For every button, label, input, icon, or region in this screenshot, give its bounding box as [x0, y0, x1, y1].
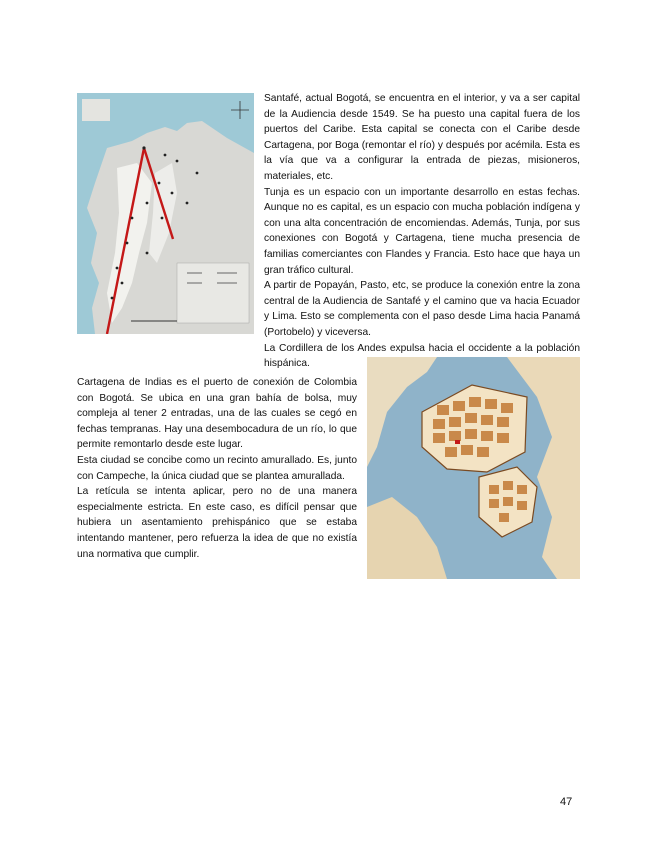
- paragraph-cartagena: Cartagena de Indias es el puerto de conexión de Colombia con Bogotá. Se ubica en una gran bahía de bolsa, muy compleja al tener 2 entradas, una de las cuales se cegó en fechas tempranas. Hay una desembocadura de un río, lo que permite remontarlo desde este lugar.: [77, 377, 357, 451]
- paragraph-reticula: La retícula se intenta aplicar, pero no de una manera especialmente estricta. En este caso, es difícil pensar que hubiera un asentamiento prehispánico que se estaba intentando mantener, pero refuerza la idea de que no existía una normativa que cumplir.: [77, 486, 357, 560]
- paragraph-popayan: A partir de Popayán, Pasto, etc, se produce la conexión entre la zona central de la Audiencia de Santafé y el camino que va hacia Ecuador y Lima. Esto se complementa con el paso desde Lima hacia Panamá (Portobelo) y viceversa.: [264, 280, 580, 338]
- colombia-map-image: [77, 93, 254, 334]
- paragraph-tunja: Tunja es un espacio con un importante desarrollo en estas fechas. Aunque no es capital, es un espacio con mucha población indígena y con una alta concentración de encomiendas. Además, Tunja, por sus conexiones con Bogotá y Cartagena, tiene mucha presencia de familias comerciantes con Flandes y Francia. Esto hace que haya un gran tráfico cultural.: [264, 186, 580, 276]
- paragraph-santafe: Santafé, actual Bogotá, se encuentra en el interior, y va a ser capital de la Audiencia desde 1549. Se ha puesto una capital fuera de los puertos del Caribe. Esta capital se conecta con el Caribe desde Cartagena, por Boga (remontar el río) y después por acémila. Esta es la vía que va a configurar la entrada de piezas, misioneros, materiales, etc.: [264, 93, 580, 182]
- cartagena-plan-image: [367, 357, 580, 579]
- top-text-block: [264, 91, 580, 372]
- bottom-text-block: [77, 375, 357, 562]
- paragraph-cordillera: La Cordillera de los Andes expulsa hacia el occidente a la población hispánica.: [264, 342, 580, 370]
- paragraph-amurallada: Esta ciudad se concibe como un recinto amurallado. Es, junto con Campeche, la única ciudad que se plantea amurallada.: [77, 454, 357, 482]
- page-number: 47: [560, 796, 573, 808]
